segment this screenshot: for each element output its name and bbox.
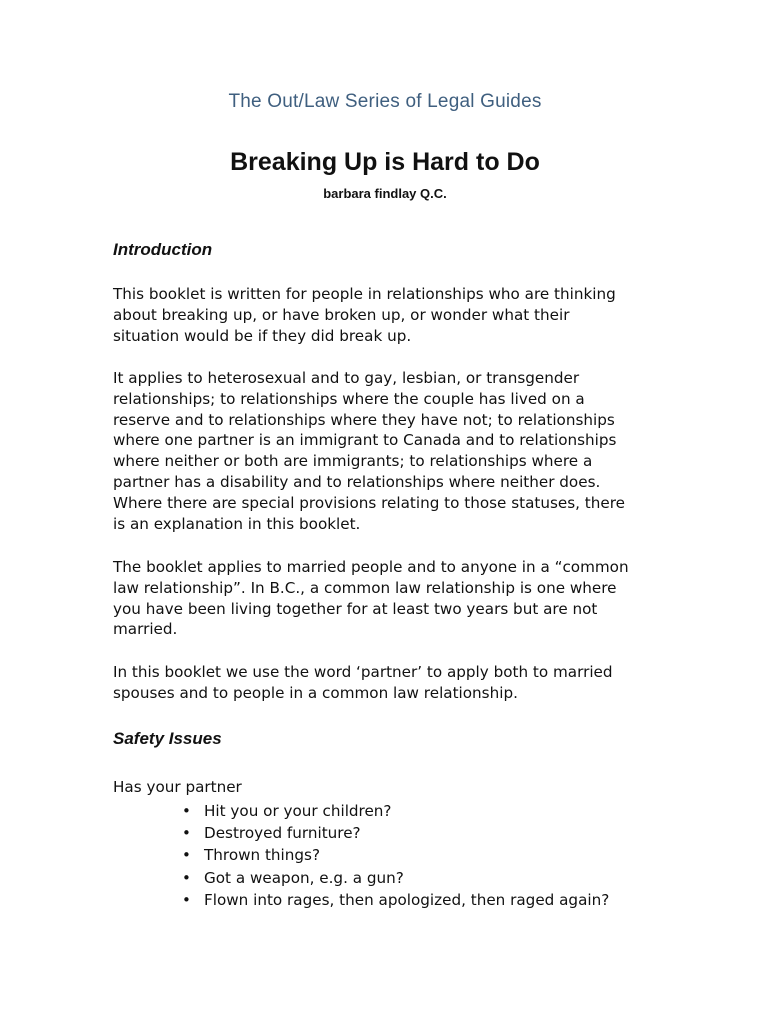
text-line: where neither or both are immigrants; to relationships where a (113, 452, 593, 471)
list-item-text: Flown into rages, then apologized, then raged again? (204, 890, 610, 909)
text-line: In this booklet we use the word ‘partner’ to apply both to married (113, 663, 613, 681)
series-title: The Out/Law Series of Legal Guides (228, 91, 542, 112)
safety-lead (113, 777, 673, 798)
document-title: Breaking Up is Hard to Do (230, 148, 540, 176)
text-line: It applies to heterosexual and to gay, lesbian, or transgender (113, 369, 580, 387)
intro-paragraph-4 (113, 662, 673, 704)
text-line: law relationship”. In B.C., a common law relationship is one where (113, 578, 617, 597)
list-item-text: Thrown things? (204, 846, 321, 865)
text-line: Has your partner (113, 778, 242, 796)
bullet-icon: • (182, 846, 191, 865)
text-line: This booklet is written for people in relationships who are thinking (113, 285, 616, 303)
list-item (180, 800, 609, 822)
list-item-text: Got a weapon, e.g. a gun? (204, 868, 404, 887)
safety-issues-heading: Safety Issues (113, 729, 222, 748)
text-line: Where there are special provisions relating to those statuses, there (113, 493, 625, 512)
text-line: you have been living together for at least two years but are not (113, 599, 598, 618)
bullet-icon: • (182, 824, 191, 843)
list-item-text: Hit you or your children? (204, 802, 392, 820)
list-item (180, 822, 609, 844)
text-line: partner has a disability and to relationships where neither does. (113, 472, 601, 491)
safety-question-list (180, 800, 609, 911)
bullet-icon: • (182, 890, 191, 909)
intro-paragraph-1 (113, 284, 673, 346)
bullet-icon: • (182, 802, 191, 820)
text-line: is an explanation in this booklet. (113, 514, 361, 533)
text-line: situation would be if they did break up. (113, 326, 412, 345)
author-name: barbara findlay Q.C. (323, 186, 447, 201)
text-line: about breaking up, or have broken up, or wonder what their (113, 305, 570, 324)
list-item (180, 889, 609, 911)
list-item (180, 844, 609, 866)
text-line: relationships; to relationships where the couple has lived on a (113, 389, 585, 408)
introduction-heading: Introduction (113, 240, 213, 259)
list-item (180, 867, 609, 889)
bullet-icon: • (182, 868, 191, 887)
intro-paragraph-3 (113, 557, 673, 640)
intro-paragraph-2 (113, 368, 673, 534)
text-line: where one partner is an immigrant to Canada and to relationships (113, 431, 617, 450)
text-line: spouses and to people in a common law relationship. (113, 683, 518, 702)
text-line: The booklet applies to married people and to anyone in a “common (113, 558, 629, 576)
text-line: married. (113, 620, 178, 639)
text-line: reserve and to relationships where they have not; to relationships (113, 410, 615, 429)
list-item-text: Destroyed furniture? (204, 824, 361, 843)
